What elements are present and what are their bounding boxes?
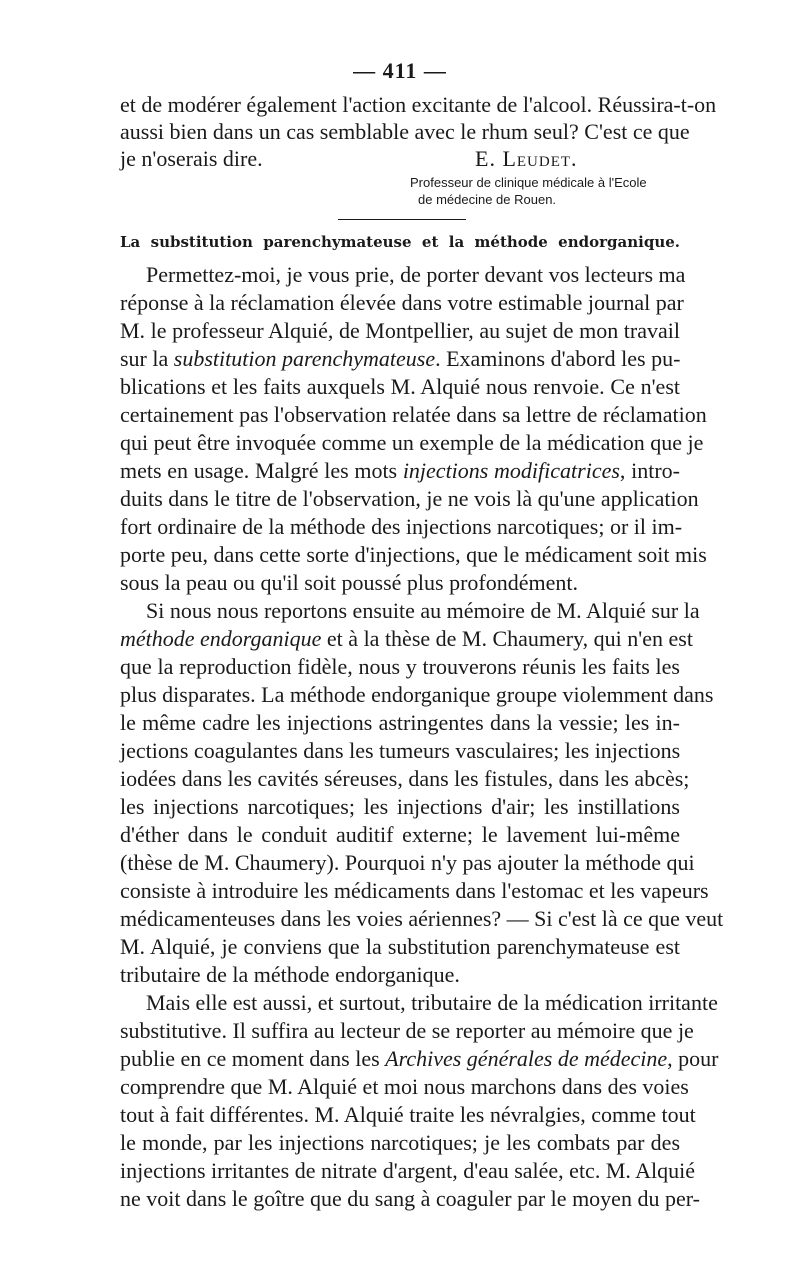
text-line: consiste à introduire les médicaments dans l'estomac et les vapeurs	[120, 878, 709, 903]
page-number: — 411 —	[353, 58, 447, 83]
text-line: comprendre que M. Alquié et moi nous marchons dans des voies	[120, 1074, 689, 1099]
italic-term: méthode endorganique	[120, 626, 322, 651]
text-line: fort ordinaire de la méthode des injections narcotiques; or il im-	[120, 514, 683, 539]
text-line: je n'oserais dire.	[120, 146, 263, 171]
author-affiliation: de médecine de Rouen.	[418, 192, 557, 207]
text-line: qui peut être invoquée comme un exemple de la médication que je	[120, 430, 704, 455]
text-line: le même cadre les injections astringentes dans la vessie; les in-	[120, 710, 680, 735]
text-line: M. Alquié, je conviens que la substitution parenchymateuse est	[120, 934, 680, 959]
text-line: ne voit dans le goître que du sang à coaguler par le moyen du per-	[120, 1186, 700, 1211]
italic-term: substitution parenchymateuse	[173, 346, 436, 371]
italic-term: injections modificatrices	[402, 458, 620, 483]
text-line: Mais elle est aussi, et surtout, tributaire de la médication irritante	[146, 990, 718, 1015]
text-line: Permettez-moi, je vous prie, de porter devant vos lecteurs ma	[146, 262, 686, 287]
text-line: méthode endorganique et à la thèse de M. Chaumery, qui n'en est	[120, 626, 693, 651]
text-line: iodées dans les cavités séreuses, dans les fistules, dans les abcès;	[120, 766, 690, 791]
italic-term: Archives générales de médecine	[385, 1046, 668, 1071]
text-line: blications et les faits auxquels M. Alquié nous renvoie. Ce n'est	[120, 374, 680, 399]
text-line: Si nous nous reportons ensuite au mémoire de M. Alquié sur la	[146, 598, 700, 623]
text-line: duits dans le titre de l'observation, je ne vois là qu'une application	[120, 486, 699, 511]
text-line: substitutive. Il suffira au lecteur de se reporter au mémoire que je	[120, 1018, 694, 1043]
text-line: le monde, par les injections narcotiques; je les combats par des	[120, 1130, 680, 1155]
section-divider	[338, 219, 466, 220]
text-line: (thèse de M. Chaumery). Pourquoi n'y pas ajouter la méthode qui	[120, 850, 695, 875]
text-line: certainement pas l'observation relatée dans sa lettre de réclamation	[120, 402, 707, 427]
text-line: aussi bien dans un cas semblable avec le rhum seul? C'est ce que	[120, 119, 690, 144]
text-line: et de modérer également l'action excitante de l'alcool. Réussira-t-on	[120, 92, 717, 117]
text-line: que la reproduction fidèle, nous y trouverons réunis les faits les	[120, 654, 680, 679]
text-line: médicamenteuses dans les voies aériennes? — Si c'est là ce que veut	[120, 906, 724, 931]
text-line: plus disparates. La méthode endorganique groupe violemment dans	[120, 682, 714, 707]
text-line: les injections narcotiques; les injections d'air; les instillations	[120, 794, 680, 819]
author-signature: E. Leudet.	[475, 146, 578, 171]
text-line: tout à fait différentes. M. Alquié traite les névralgies, comme tout	[120, 1102, 696, 1127]
text-line: porte peu, dans cette sorte d'injections, que le médicament soit mis	[120, 542, 707, 567]
text-line: réponse à la réclamation élevée dans votre estimable journal par	[120, 290, 684, 315]
text-line: M. le professeur Alquié, de Montpellier, au sujet de mon travail	[120, 318, 680, 343]
text-line: sur la substitution parenchymateuse. Examinons d'abord les pu-	[120, 346, 681, 371]
text-line: d'éther dans le conduit auditif externe; le lavement lui-même	[120, 822, 680, 847]
text-line: tributaire de la méthode endorganique.	[120, 962, 460, 987]
text-line: sous la peau ou qu'il soit poussé plus profondément.	[120, 570, 578, 595]
text-line: mets en usage. Malgré les mots injections modificatrices, intro-	[120, 458, 680, 483]
signature-row	[120, 146, 680, 172]
text-line: jections coagulantes dans les tumeurs vasculaires; les injections	[120, 738, 681, 763]
author-affiliation: Professeur de clinique médicale à l'Ecole	[410, 175, 647, 190]
text-line: injections irritantes de nitrate d'argent, d'eau salée, etc. M. Alquié	[120, 1158, 696, 1183]
section-title: La substitution parenchymateuse et la méthode endorganique.	[120, 233, 680, 251]
text-line: publie en ce moment dans les Archives générales de médecine, pour	[120, 1046, 719, 1071]
